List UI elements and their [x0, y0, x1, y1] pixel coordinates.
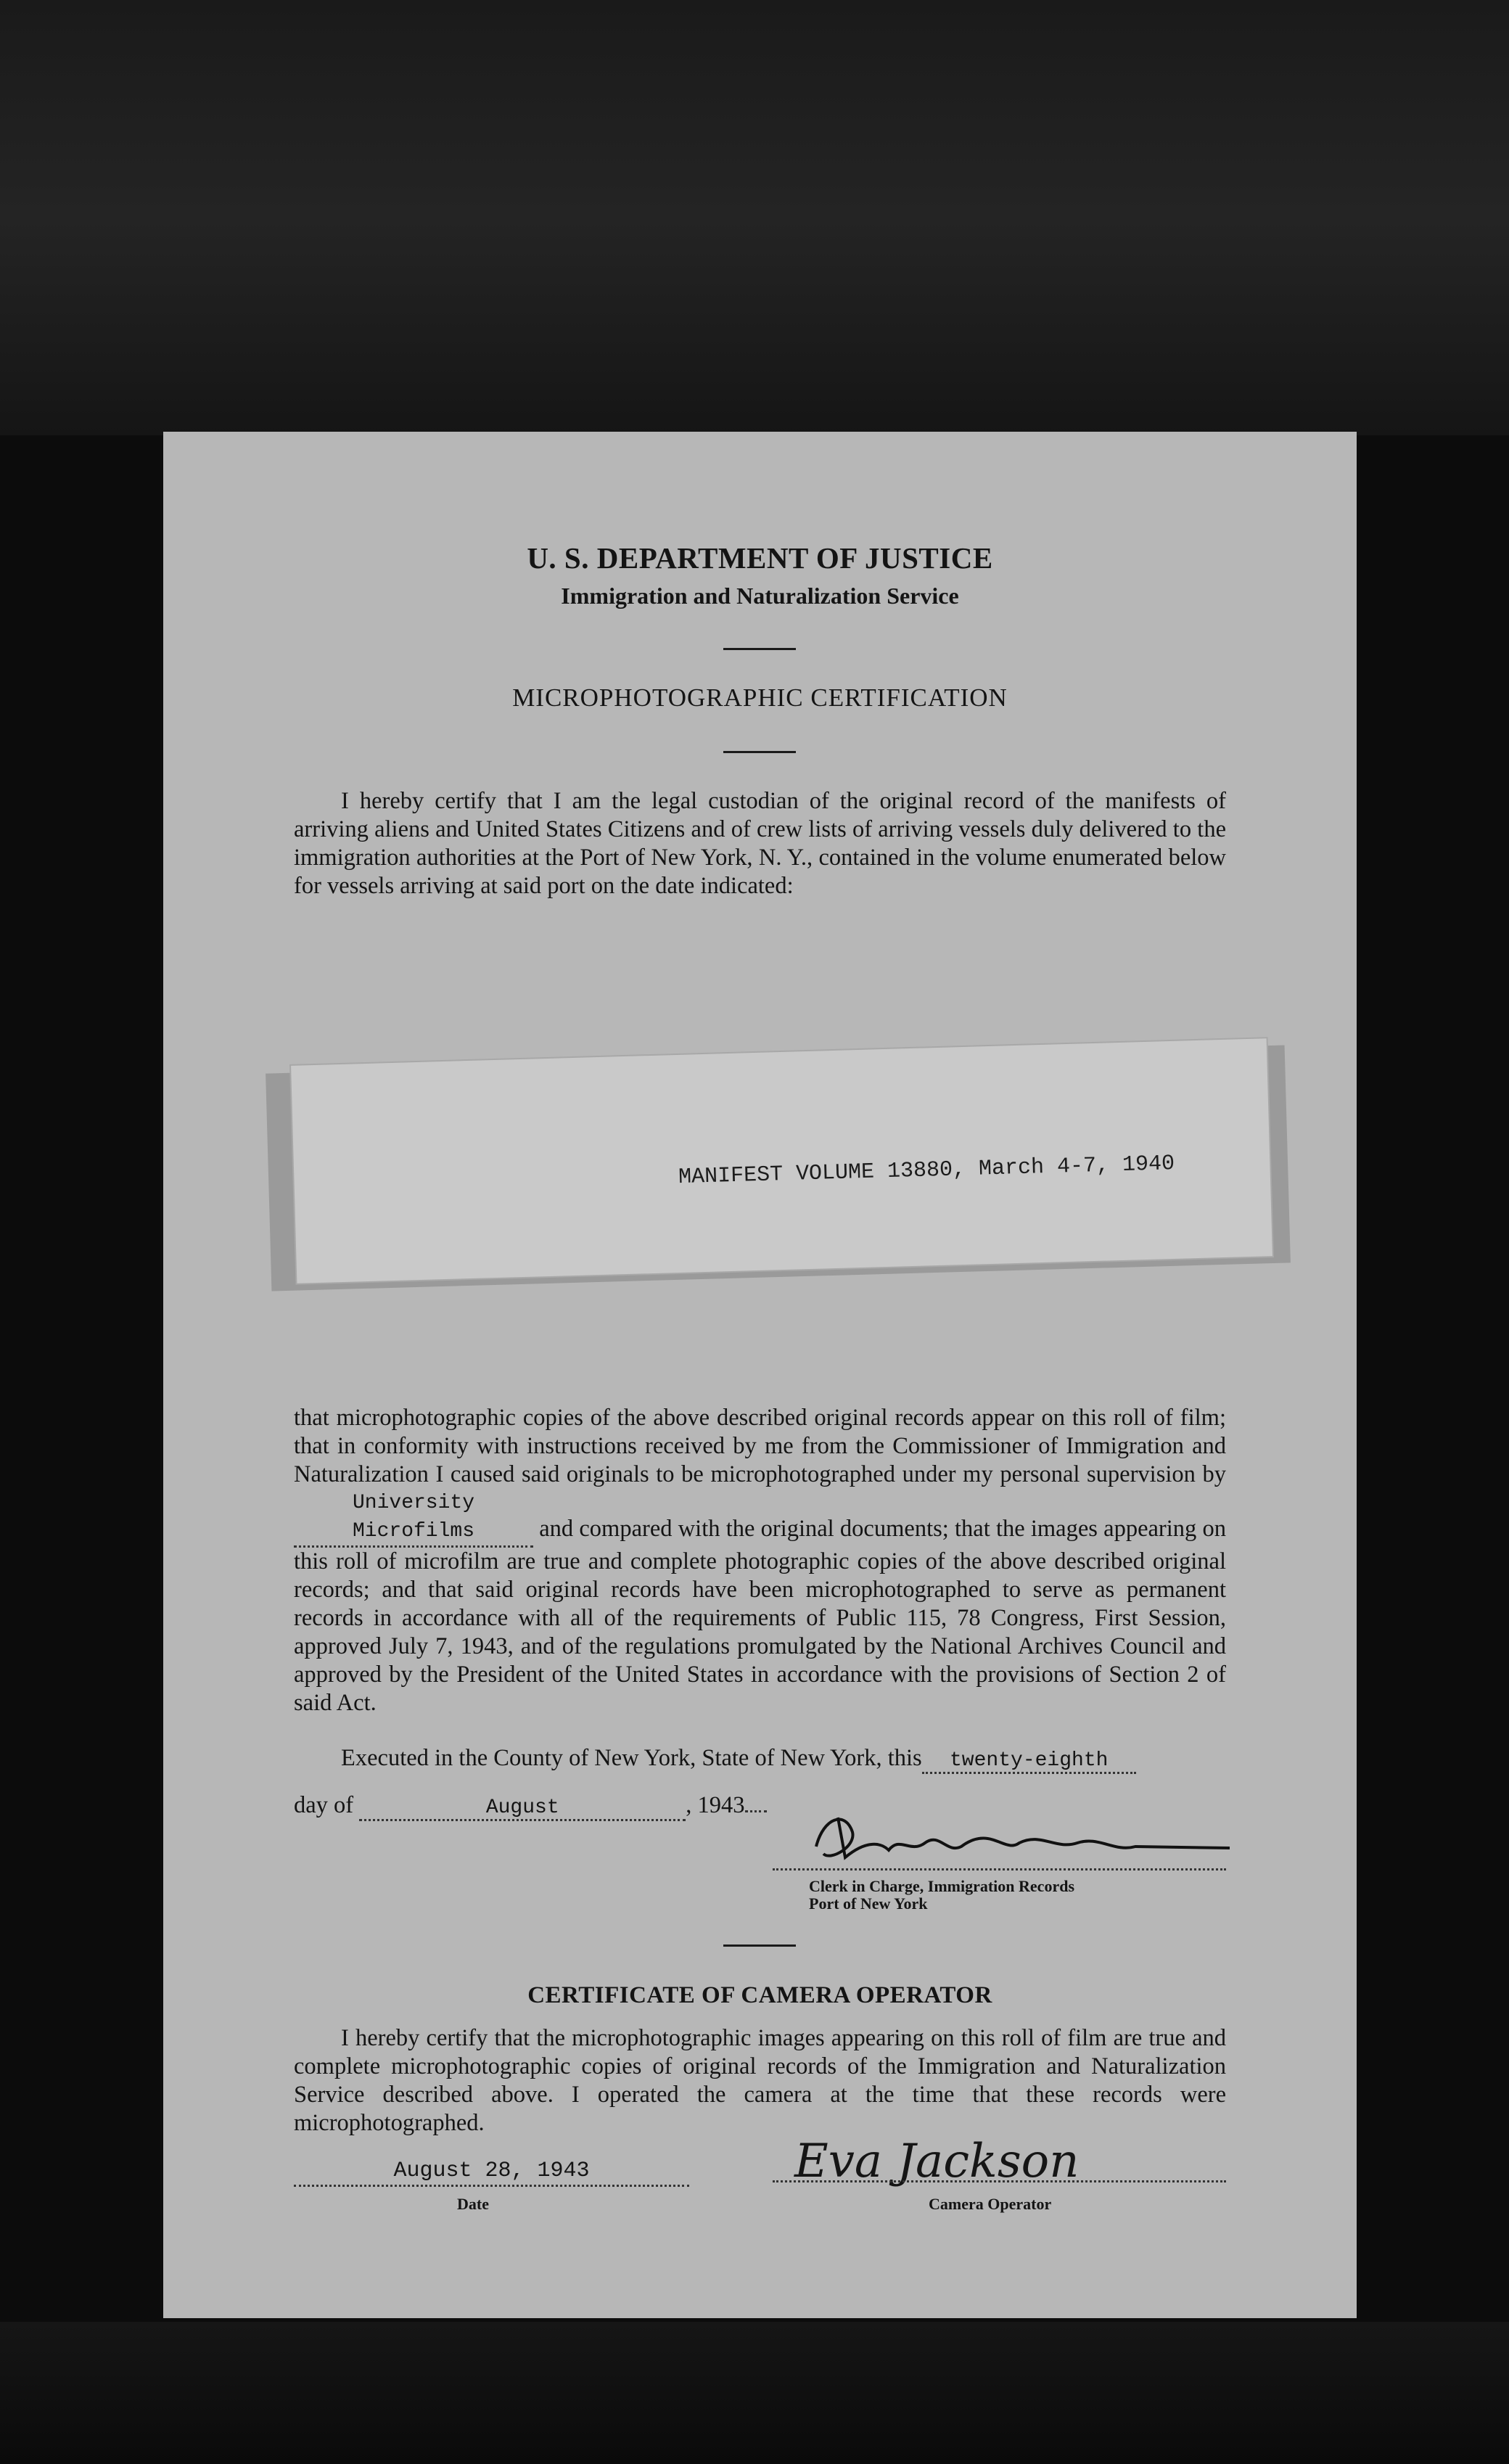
supervisor-value: University Microfilms: [294, 1489, 533, 1548]
clerk-signature-line: [773, 1868, 1226, 1870]
divider-rule: [723, 1944, 796, 1947]
divider-rule: [723, 648, 796, 650]
body-text-after: and compared with the original documents; that the images appearing on this roll of microfilm are true and complete photographic copies of the above described original records; and that said original records have been microphotographed to serve as permanent records in accordance with all of the requirements of Public 115, 78 Congress, First Session, approved July 7, 1943, and of the regulations promulgated by the National Archives Council and approved by the President of the United States in accordance with the provisions of Section 2 of said Act.: [294, 1516, 1226, 1716]
year-dots: [745, 1810, 767, 1812]
service-heading: Immigration and Naturalization Service: [561, 583, 959, 609]
camera-certificate-text: I hereby certify that the microphotographic images appearing on this roll of film are true and complete microphotographic copies of original records of the Immigration and Naturalization Service described above. I operated the camera at the time that these records were microphotographed.: [294, 2025, 1226, 2136]
camera-date-value: August 28, 1943: [294, 2159, 689, 2187]
execution-date-line: [294, 1792, 767, 1821]
camera-operator-signature-text: Eva Jackson: [794, 2135, 1080, 2188]
camera-operator-line: [773, 2180, 1226, 2182]
intro-paragraph: I hereby certify that I am the legal custodian of the original record of the manifests of arriving aliens and United States Citizens and of crew lists of arriving vessels duly delivered to the immigration authorities at the Port of New York, N. Y., contained in the volume enumerated below for vessels arriving at said port on the date indicated:: [294, 788, 1226, 899]
clerk-location: Port of New York: [809, 1894, 928, 1913]
volume-slip-text: MANIFEST VOLUME 13880, March 4-7, 1940: [678, 1151, 1175, 1191]
department-heading: U. S. DEPARTMENT OF JUSTICE: [527, 541, 993, 575]
certification-title: MICROPHOTOGRAPHIC CERTIFICATION: [512, 683, 1008, 712]
body-text-before: that microphotographic copies of the above described original records appear on this roll of film; that in conformity with instructions received by me from the Commissioner of Immigration and Naturalization I caused said originals to be microphotographed under my personal supervision by: [294, 1405, 1226, 1487]
execution-day: twenty-eighth: [922, 1749, 1136, 1774]
body-paragraph: [294, 1404, 1226, 1717]
execution-year: , 1943: [686, 1792, 745, 1818]
film-border-top: [0, 0, 1509, 435]
clerk-caption: [809, 1878, 1074, 1913]
day-of-label: day of: [294, 1792, 354, 1818]
clerk-title: Clerk in Charge, Immigration Records: [809, 1877, 1075, 1895]
divider-rule: [723, 751, 796, 753]
clerk-signature: [802, 1803, 1237, 1872]
execution-month: August: [359, 1796, 686, 1821]
camera-date-label: Date: [457, 2195, 489, 2213]
execution-text: Executed in the County of New York, State of New York, this: [341, 1745, 922, 1771]
execution-line: [341, 1745, 1136, 1774]
certificate-page: [163, 432, 1357, 2318]
camera-operator-label: Camera Operator: [929, 2195, 1052, 2213]
camera-certificate-title: CERTIFICATE OF CAMERA OPERATOR: [527, 1982, 992, 2008]
film-border-bottom: [0, 2322, 1509, 2464]
